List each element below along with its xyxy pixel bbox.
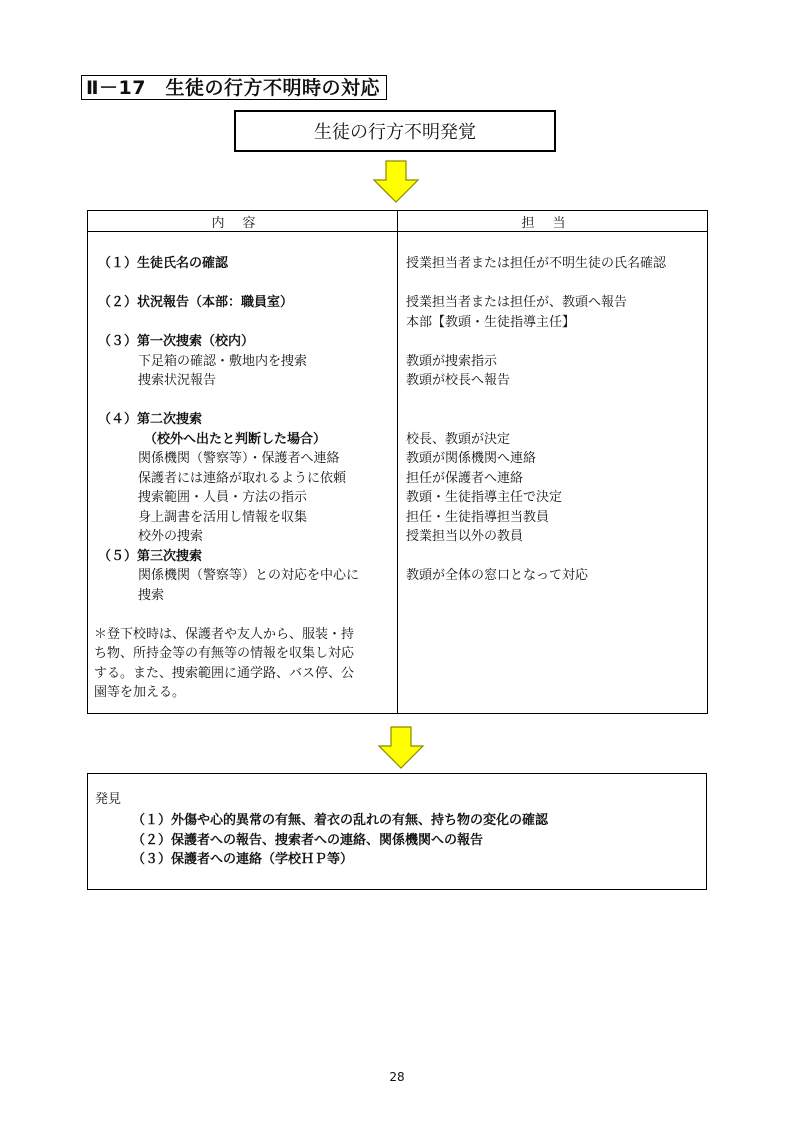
responsible-3: 教頭が校長へ報告 <box>406 373 511 388</box>
page-number: 28 <box>389 1070 405 1084</box>
title-text: 生徒の行方不明発覚 <box>314 122 476 143</box>
note-line: 園等を加える。 <box>94 685 186 700</box>
header-responsible: 担当 <box>398 211 708 232</box>
discovery-box <box>87 773 707 890</box>
procedure-table <box>87 210 708 714</box>
step-1: （１）生徒氏名の確認 <box>98 256 229 271</box>
step-3-detail: 下足箱の確認・敷地内を捜索 <box>138 353 308 369</box>
note-line: ＊登下校時は、保護者や友人から、服装・持 <box>94 626 355 642</box>
responsible-2: 本部【教頭・生徒指導主任】 <box>406 314 576 330</box>
step-4-detail: 保護者には連絡が取れるように依頼 <box>138 470 347 486</box>
step-3: （３）第一次捜索（校内） <box>98 334 255 349</box>
down-arrow-icon <box>372 160 420 204</box>
step-5-detail: 捜索 <box>138 587 165 603</box>
step-3-detail: 捜索状況報告 <box>138 373 217 388</box>
title-box <box>234 110 556 152</box>
responsible-5: 教頭が全体の窓口となって対応 <box>406 568 589 583</box>
note-line: する。また、捜索範囲に通学路、バス停、公 <box>94 665 355 681</box>
content-cell <box>88 232 398 714</box>
step-4-detail: 捜索範囲・人員・方法の指示 <box>138 490 308 505</box>
section-heading: Ⅱ－17 生徒の行方不明時の対応 <box>81 75 387 100</box>
discovery-item: （１）外傷や心的異常の有無、着衣の乱れの有無、持ち物の変化の確認 <box>132 813 549 828</box>
responsible-4: 担任が保護者へ連絡 <box>406 470 524 486</box>
note-line: ち物、所持金等の有無等の情報を収集し対応 <box>94 646 355 661</box>
step-2: （２）状況報告（本部：職員室） <box>98 295 294 310</box>
step-4: （４）第二次捜索 <box>98 412 203 427</box>
step-4-detail: 校外の捜索 <box>138 529 204 544</box>
responsible-1: 授業担当者または担任が不明生徒の氏名確認 <box>406 256 667 271</box>
table-header-row <box>88 211 708 232</box>
discovery-heading: 発見 <box>95 792 122 807</box>
down-arrow-icon <box>377 726 425 770</box>
discovery-item: （２）保護者への報告、捜索者への連絡、関係機関への報告 <box>132 833 484 848</box>
table-body-row <box>88 232 708 714</box>
step-4-detail: 身上調書を活用し情報を収集 <box>138 509 308 525</box>
step-5-detail: 関係機関（警察等）との対応を中心に <box>138 568 360 583</box>
step-4-condition: （校外へ出たと判断した場合） <box>144 431 327 447</box>
responsible-cell <box>398 232 708 714</box>
responsible-4: 校長、教頭が決定 <box>406 431 511 447</box>
responsible-4: 授業担当以外の教員 <box>406 529 524 544</box>
responsible-4: 担任・生徒指導担当教員 <box>406 509 550 525</box>
step-5: （５）第三次捜索 <box>98 548 203 564</box>
responsible-4: 教頭・生徒指導主任で決定 <box>406 490 563 505</box>
header-content: 内容 <box>88 211 398 232</box>
discovery-item: （３）保護者への連絡（学校ＨＰ等） <box>132 852 354 867</box>
responsible-2: 授業担当者または担任が、教頭へ報告 <box>406 295 628 310</box>
step-4-detail: 関係機関（警察等）・保護者へ連絡 <box>138 451 340 466</box>
note <box>88 625 397 703</box>
responsible-3: 教頭が捜索指示 <box>406 353 498 369</box>
responsible-4: 教頭が関係機関へ連絡 <box>406 451 537 466</box>
